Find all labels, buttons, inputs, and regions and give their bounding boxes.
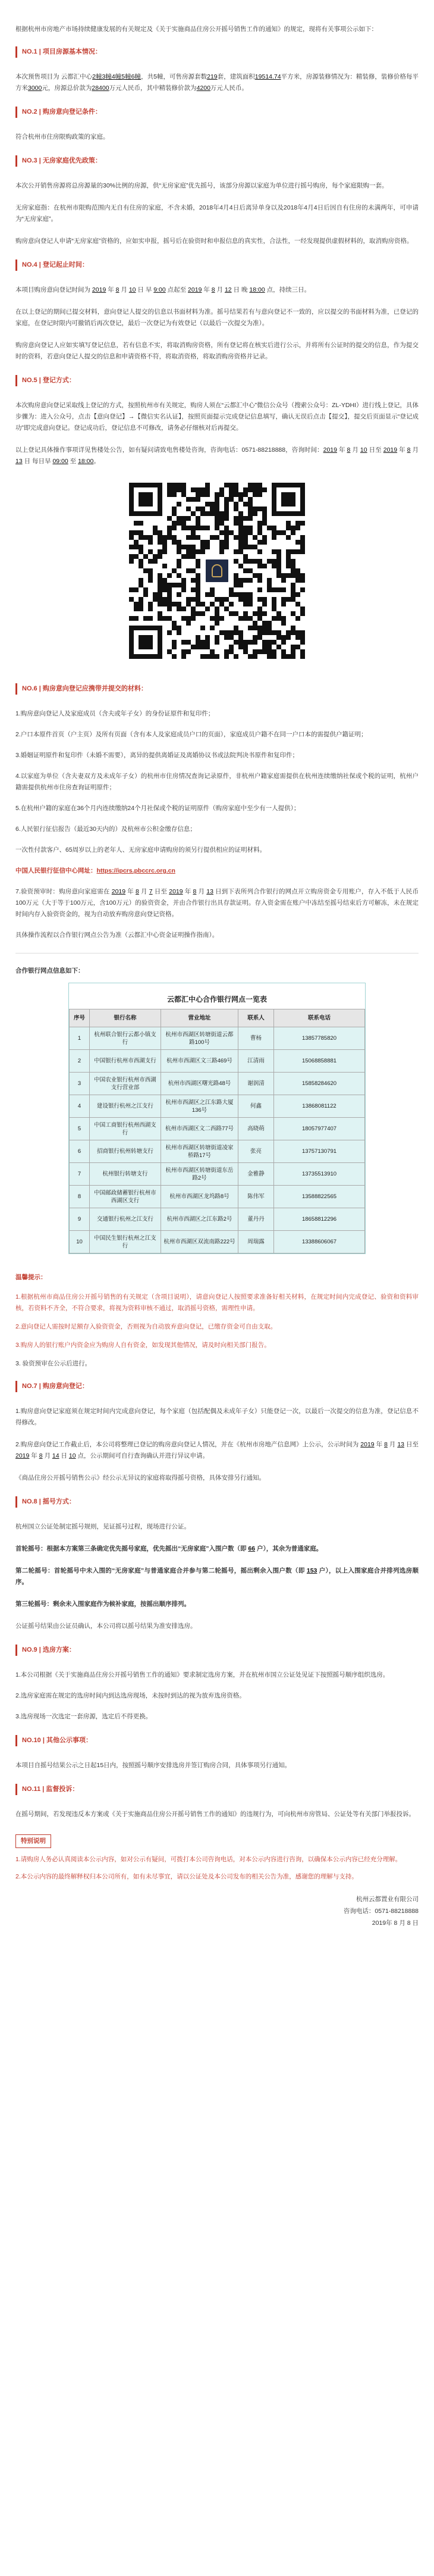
table-cell: 周瑞露 [238, 1231, 274, 1253]
table-cell: 7 [70, 1163, 90, 1186]
special-notes-label: 特别说明 [15, 1834, 51, 1848]
table-cell: 董丹丹 [238, 1208, 274, 1231]
section-4-paragraph-2: 在以上登记的期间已提交材料，意向登记人提交的信息以书面材料为准。摇号结果若有与意向登记不一致的，应以提交的书面材料为准，已登记的家庭，在登记时限内可撤销后再次登记，最后一次登记为有效登记（以最后一次提交为准）。 [15, 308, 419, 327]
table-cell: 2 [70, 1050, 90, 1073]
materials-item: 2.户口本原件首页（户主页）及所有页面（含有本人及家庭成员户口的页面），家庭成员户籍不在同一户口本的需提供户籍证明； [15, 731, 367, 738]
section-11-title: NO.11 | 监督投诉： [22, 1786, 79, 1793]
bank-table-caption: 云都汇中心合作银行网点一览表 [166, 995, 267, 1003]
table-row [70, 1095, 365, 1118]
bank-table [69, 1009, 365, 1253]
deposit-guide-paragraph: 具体操作流程以合作银行网点公告为准（云都汇中心资金证明操作指南）。 [15, 931, 219, 939]
bank-table-intro: 合作银行网点信息如下： [15, 967, 84, 974]
section-5 [15, 374, 419, 467]
table-cell: 杭州市西湖区转塘街道东岳路2号 [161, 1163, 238, 1186]
section-3-paragraph-2: 无房家庭指：在杭州市限购范围内无自有住房的家庭，不含未婚，2018年4月4日后离异单身以及2018年4月4日后因自有住房的未满两年，可申请为“无房家庭”。 [15, 204, 419, 223]
table-cell: 杭州银行转塘支行 [90, 1163, 161, 1186]
materials-item: 6.人民银行征信报告（最近30天内的）及杭州市公积金缴存信息； [15, 826, 196, 833]
table-cell: 高晓萌 [238, 1118, 274, 1140]
section-9-title: NO.9 | 选房方案： [22, 1646, 76, 1653]
table-cell: 15068858881 [274, 1050, 365, 1073]
table-cell: 张亮 [238, 1140, 274, 1163]
table-row [70, 1027, 365, 1050]
section-3-paragraph-3: 购房意向登记人申请“无房家庭”资格的，应如实申报，摇号后在验资时和申报信息的真实性，合法性，一经发现提供虚假材料的，取消购房资格。 [15, 237, 413, 245]
table-row [70, 1073, 365, 1095]
section-marker [15, 155, 17, 167]
section-4 [15, 259, 419, 362]
section-marker [15, 683, 17, 695]
table-cell: 13868081122 [274, 1095, 365, 1118]
table-cell: 中国邮政储蓄银行杭州市西湖区支行 [90, 1186, 161, 1208]
section-2-title: NO.2 | 购房意向登记条件： [22, 108, 102, 115]
table-cell: 杭州市西湖区文二西路77号 [161, 1118, 238, 1140]
section-6-title: NO.6 | 购房意向登记应携带并提交的材料： [22, 685, 147, 692]
selection-item: 3.选房现场一次选定一套房源，选定后不得更换。 [15, 1713, 152, 1720]
special-note-item: 2.本公示内容的最终解释权归本公司所有，如有未尽事宜，请以公证处及本公司发布的相关公告为准，感谢您的理解与支持。 [15, 1873, 358, 1880]
section-4-paragraph-1: 本项目购房意向登记时间为 2019 年 8 月 10 日 早 9:00 点起至 2019 年 8 月 12 日 晚 18:00 点，持续三日。 [15, 286, 311, 293]
table-header-cell: 银行名称 [90, 1009, 161, 1027]
table-row [70, 1140, 365, 1163]
table-header-cell: 营业地址 [161, 1009, 238, 1027]
section-10-title: NO.10 | 其他公示事项： [22, 1737, 92, 1744]
section-8-paragraph-1: 杭州国立公证处制定摇号规则，见证摇号过程，现场进行公证。 [15, 1523, 190, 1530]
warning-item: 1.根据杭州市商品住房公开摇号销售的有关规定（含项目说明），请意向登记人按照要求准备好相关材料，在规定时间内完成登记、验资和资料审核，若资料不齐全，不符合要求，将视为资料审核不通过，取消摇号资格，需理性申请。 [15, 1293, 419, 1312]
section-2-paragraph: 符合杭州市住房限购政策的家庭。 [15, 133, 109, 140]
qr-code[interactable] [129, 483, 305, 659]
section-7-paragraph-2: 2.购房意向登记工作截止后，本公司将整理已登记的购房意向登记人情况，并在《杭州市房地产信息网》上公示，公示时间为 2019 年 8 月 13 日至 2019 年 8 月 14 日 10 点，公示期间可自行查询确认并进行异议申请。 [15, 1441, 419, 1459]
table-cell: 杭州市西湖区转塘街道云都路100号 [161, 1027, 238, 1050]
sign-date: 2019年 8 月 8 日 [372, 1920, 419, 1927]
selection-item: 1.本公司根据《关于实施商品住房公开摇号销售工作的通知》要求制定选房方案，并在杭州市国立公证处见证下按照摇号顺序组织选房。 [15, 1671, 389, 1678]
section-7-paragraph-3: 《商品住房公开摇号销售公示》经公示无异议的家庭将取得摇号资格，具体安排另行通知。 [15, 1474, 265, 1481]
section-1-paragraph: 本次预售项目为 云都汇中心2幢3幢4幢5幢6幢，共5幢，可售房源套数219套，建筑面积19514.74平方米，房源装修情况为：精装修，装修价格每平方米3000元，房源总价款为28400万元人民币，其中精装修价款为4200万元人民币。 [15, 73, 419, 92]
section-11-paragraph: 在摇号期间，若发现违反本方案或《关于实施商品住房公开摇号销售工作的通知》的违规行为，可向杭州市房管局、公证处等有关部门举报投诉。 [15, 1811, 415, 1818]
table-cell: 9 [70, 1208, 90, 1231]
table-cell: 13757130791 [274, 1140, 365, 1163]
section-7-paragraph-1: 1.购房意向登记家庭须在规定时间内完成意向登记，每个家庭（包括配偶及未成年子女）只能登记一次，以最后一次提交的信息为准，登记信息不得修改。 [15, 1408, 419, 1426]
table-cell: 6 [70, 1140, 90, 1163]
section-10-paragraph: 本项目自摇号结果公示之日起15日内，按照摇号顺序安排选房并签订购房合同，具体事项另行通知。 [15, 1762, 291, 1769]
intro-paragraph: 根据杭州市房地产市场持续健康发展的有关规定及《关于实施商品住房公开摇号销售工作的通知》的规定，现将有关事项公示如下： [15, 26, 378, 33]
table-cell: 中国农业银行杭州市西湖支行营业部 [90, 1073, 161, 1095]
selection-item: 2.选房家庭需在规定的选房时间内到达选房现场，未按时到达的视为放弃选房资格。 [15, 1692, 246, 1699]
table-cell: 谢润清 [238, 1073, 274, 1095]
materials-item: 5.在杭州户籍的家庭在36个月内连续缴纳24个月社保或个税的证明原件（购房家庭中至少有一人提供）； [15, 805, 300, 812]
signature-block [15, 1893, 419, 1929]
section-8 [15, 1496, 419, 1632]
section-8-round-2: 第二轮摇号：首轮摇号中未入围的“无房家庭”与普通家庭合并参与第二轮摇号，摇出剩余入围户数（即 153 户），以上入围家庭合并排列选房顺序。 [15, 1567, 419, 1586]
table-cell: 中国民生银行杭州之江支行 [90, 1231, 161, 1253]
contact-phone: 咨询电话：0571-88218888 [343, 1908, 419, 1915]
table-cell: 曹杨 [238, 1027, 274, 1050]
table-cell: 杭州市西湖区之江东路2号 [161, 1208, 238, 1231]
table-cell: 4 [70, 1095, 90, 1118]
section-4-paragraph-3: 购房意向登记人应如实填写登记信息，若有信息不实，将取消购房资格，所有登记将在核实后进行公示，并将所有公证时的提交的信息，作为提交时的资料，若意向登记人提交的信息和申请资格不符，将取消资格，将取消购房资格并记录。 [15, 342, 419, 360]
table-cell: 中国银行杭州市西湖支行 [90, 1050, 161, 1073]
section-marker [15, 1381, 17, 1392]
table-cell: 3 [70, 1073, 90, 1095]
table-cell: 杭州市西湖区文三路469号 [161, 1050, 238, 1073]
table-row [70, 1231, 365, 1253]
table-cell: 13735513910 [274, 1163, 365, 1186]
table-cell: 杭州市西湖区曙光路48号 [161, 1073, 238, 1095]
table-cell: 13388606067 [274, 1231, 365, 1253]
table-cell: 13588822565 [274, 1186, 365, 1208]
section-3-title: NO.3 | 无房家庭优先政策： [22, 157, 102, 164]
section-8-paragraph-5: 公证摇号结果由公证员确认，本公司将以摇号结果为准安排选房。 [15, 1622, 197, 1630]
section-8-title: NO.8 | 摇号方式： [22, 1498, 76, 1505]
table-cell: 何鑫 [238, 1095, 274, 1118]
table-row [70, 1186, 365, 1208]
table-cell: 中国工商银行杭州西湖支行 [90, 1118, 161, 1140]
section-marker [15, 1784, 17, 1795]
section-8-round-1: 首轮摇号：根据本方案第三条确定优先摇号家庭，优先摇出“无房家庭”入围户数（即 66 户），其余为普通家庭。 [15, 1545, 323, 1552]
deposit-paragraph: 7.验资预审时：购房意向家庭需在 2019 年 8 月 7 日至 2019 年 8 月 13 日到下表所列合作银行的网点开立购房资金专用账户，存入不低于人民币100万元（大于等于100万元，含100万元）的验资资金，并由合作银行出具存款证明。存入资金需在账户中冻结至摇号结束后方可解冻，未在规定时间内存入验资资金的，视为自动放弃购房意向登记资格。 [15, 888, 419, 918]
table-cell: 1 [70, 1027, 90, 1050]
section-marker [15, 375, 17, 386]
table-cell: 招商银行杭州转塘支行 [90, 1140, 161, 1163]
table-row [70, 1118, 365, 1140]
credit-center-link[interactable]: https://ipcrs.pbccrc.org.cn [96, 867, 175, 874]
section-8-round-3: 第三轮摇号：剩余未入围家庭作为候补家庭，按摇出顺序排列。 [15, 1600, 190, 1608]
divider [15, 953, 419, 954]
warning-title: 温馨提示： [15, 1274, 47, 1281]
table-header-cell: 联系电话 [274, 1009, 365, 1027]
section-5-paragraph-1: 本次购房意向登记采取线上登记的方式，按照杭州市有关规定，购房人须在“云都汇中心”微信公众号（搜索公众号：ZL-YDHI）进行线上登记，具体步骤为：进入公众号，点击【意向登记】→【微信实名认证】，按照页面提示完成登记信息填写，确认无误后点击【提交】，提交后页面显示“登记成功”即完成意向登记。登记成功后，登记信息不可修改，请务必仔细核对后再提交。 [15, 402, 419, 432]
materials-item: 1.购房意向登记人及家庭成员（含夫或年子女）的身份证原件和复印件； [15, 710, 215, 717]
table-cell: 陈伟军 [238, 1186, 274, 1208]
section-marker [15, 1735, 17, 1746]
table-cell: 江清雨 [238, 1050, 274, 1073]
special-note-item: 1.请购房人务必认真阅读本公示内容，如对公示有疑问，可拨打本公司咨询电话，对本公示内容进行咨询，以确保本公示内容已经充分理解。 [15, 1856, 402, 1863]
section-5-title: NO.5 | 登记方式： [22, 377, 76, 384]
warning-extra: 3. 验资预审在公示后进行。 [15, 1360, 92, 1367]
section-7-title: NO.7 | 购房意向登记： [22, 1383, 89, 1390]
section-marker [15, 46, 17, 58]
table-row [70, 1208, 365, 1231]
table-cell: 建设银行杭州之江支行 [90, 1095, 161, 1118]
section-marker [15, 107, 17, 118]
table-cell: 杭州市西湖区双流南路222号 [161, 1231, 238, 1253]
materials-item: 4.以家庭为单位（含夫妻双方及未成年子女）的杭州市住房情况查询记录原件，非杭州户籍家庭需提供在杭州连续缴纳社保或个税的证明，杭州户籍需提供杭州市住房查询证明原件； [15, 773, 419, 791]
table-cell: 交通银行杭州之江支行 [90, 1208, 161, 1231]
section-6 [15, 683, 419, 941]
table-cell: 金雅静 [238, 1163, 274, 1186]
section-3 [15, 155, 419, 247]
section-9 [15, 1644, 419, 1722]
table-cell: 18658812296 [274, 1208, 365, 1231]
table-cell: 18057977407 [274, 1118, 365, 1140]
table-cell: 杭州市西湖区转塘街道凌家桥路17号 [161, 1140, 238, 1163]
materials-item: 一次性付款客户、65周岁以上的老年人、无房家庭申请购房的须另行提供相应的证明材料。 [15, 846, 266, 854]
table-cell: 杭州市西湖区龙坞路8号 [161, 1186, 238, 1208]
brand-logo-icon [204, 558, 230, 584]
table-header-cell: 联系人 [238, 1009, 274, 1027]
table-row [70, 1163, 365, 1186]
warning-item: 2.意向登记人需按时足额存入验资资金，否则视为自动放弃意向登记，已缴存资金可自由支取。 [15, 1323, 277, 1330]
table-cell: 15858284620 [274, 1073, 365, 1095]
section-4-title: NO.4 | 登记起止时间： [22, 261, 89, 268]
table-cell: 杭州联合银行云都小镇支行 [90, 1027, 161, 1050]
section-3-paragraph-1: 本次公开销售房源将总房源量的30%比例的房源，供“无房家庭”优先摇号，该部分房源以家庭为单位进行摇号购房，每个家庭限购一套。 [15, 182, 388, 189]
section-5-paragraph-2: 以上登记具体操作事项详见售楼处公告，如有疑问请致电售楼处咨询，咨询电话：0571-88218888，咨询时间：2019 年 8 月 10 日至 2019 年 8 月 13 日 每日早 09:00 至 18:00。 [15, 446, 419, 465]
section-1 [15, 46, 419, 94]
section-2 [15, 106, 419, 143]
bank-table-container [68, 983, 366, 1254]
credit-center-link-line [15, 865, 419, 877]
section-1-title: NO.1 | 项目房源基本情况： [22, 48, 102, 55]
section-marker [15, 1496, 17, 1508]
table-cell: 10 [70, 1231, 90, 1253]
credit-center-label: 中国人民银行征信中心网址： [15, 867, 97, 874]
table-header-cell: 序号 [70, 1009, 90, 1027]
section-7 [15, 1380, 419, 1484]
section-11 [15, 1783, 419, 1820]
section-marker [15, 260, 17, 271]
table-row [70, 1050, 365, 1073]
table-cell: 杭州市西湖区之江东路大厦136号 [161, 1095, 238, 1118]
materials-item: 3.婚姻证明原件和复印件（未婚不需要），离异的提供离婚证及离婚协议书或法院判决书原件和复印件； [15, 752, 299, 759]
qr-code-container [15, 483, 419, 659]
table-cell: 13857785820 [274, 1027, 365, 1050]
table-cell: 5 [70, 1118, 90, 1140]
section-marker [15, 1645, 17, 1656]
company-name: 杭州云都置业有限公司 [356, 1896, 419, 1903]
section-10 [15, 1734, 419, 1771]
warning-item: 3.购房人的银行账户内资金应为购房人自有资金，如发现其他情况，请及时向相关部门报告。 [15, 1342, 271, 1349]
table-header-row [70, 1009, 365, 1027]
table-cell: 8 [70, 1186, 90, 1208]
